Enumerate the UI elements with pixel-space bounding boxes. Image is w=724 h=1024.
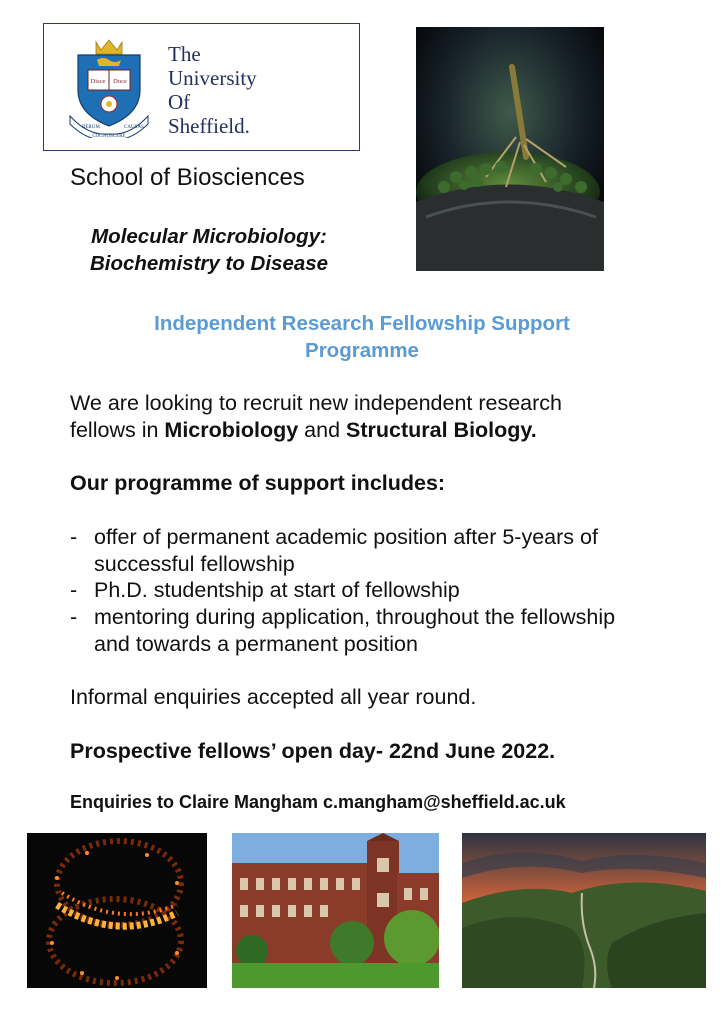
logo-line-1: The [168,42,201,66]
theme-line-2: Biochemistry to Disease [89,252,329,275]
programme-title [100,310,624,364]
enquiries-contact: Enquiries to Claire Mangham c.mangham@sheffield.ac.uk [70,792,566,812]
svg-text:CAUSAS: CAUSAS [124,125,144,130]
svg-text:RERUM: RERUM [82,125,100,130]
structural-biology-highlight: Structural Biology. [346,418,537,442]
logo-line-4: Sheffield. [168,114,250,138]
support-heading: Our programme of support includes: [70,471,446,495]
programme-line-1: Independent Research Fellowship Support [154,312,570,335]
svg-text:Disce: Disce [90,78,106,85]
informal-enquiries: Informal enquiries accepted all year round. [70,685,477,709]
university-logo [43,23,360,151]
research-theme [74,223,344,277]
university-building-image [232,833,439,988]
theme-line-1: Molecular Microbiology: [91,225,327,248]
open-day: Prospective fellows’ open day- 22nd June 2022. [70,739,556,763]
landscape-image [462,833,706,988]
list-item: - mentoring during application, throughout the fellowship and towards a permanent position [70,605,616,656]
logo-line-3: Of [168,90,191,114]
university-crest-icon [68,38,150,138]
programme-line-2: Programme [305,339,419,362]
microbiology-highlight: Microbiology [164,418,299,442]
intro-line-1: We are looking to recruit new independent research [70,391,563,415]
hero-microbe-image [416,27,604,271]
logo-line-2: University [168,66,257,90]
list-item: - offer of permanent academic position after 5-years of successful fellowship [70,525,598,576]
intro-line-2: fellows in Microbiology and Structural Biology. [70,418,537,442]
university-name [168,42,257,138]
svg-text:Doce: Doce [113,78,127,85]
microscopy-image [27,833,207,988]
school-title: School of Biosciences [70,164,305,191]
intro-paragraph [70,390,562,444]
list-item: - Ph.D. studentship at start of fellowship [70,578,460,602]
svg-text:COGNOSCERE: COGNOSCERE [92,134,126,138]
